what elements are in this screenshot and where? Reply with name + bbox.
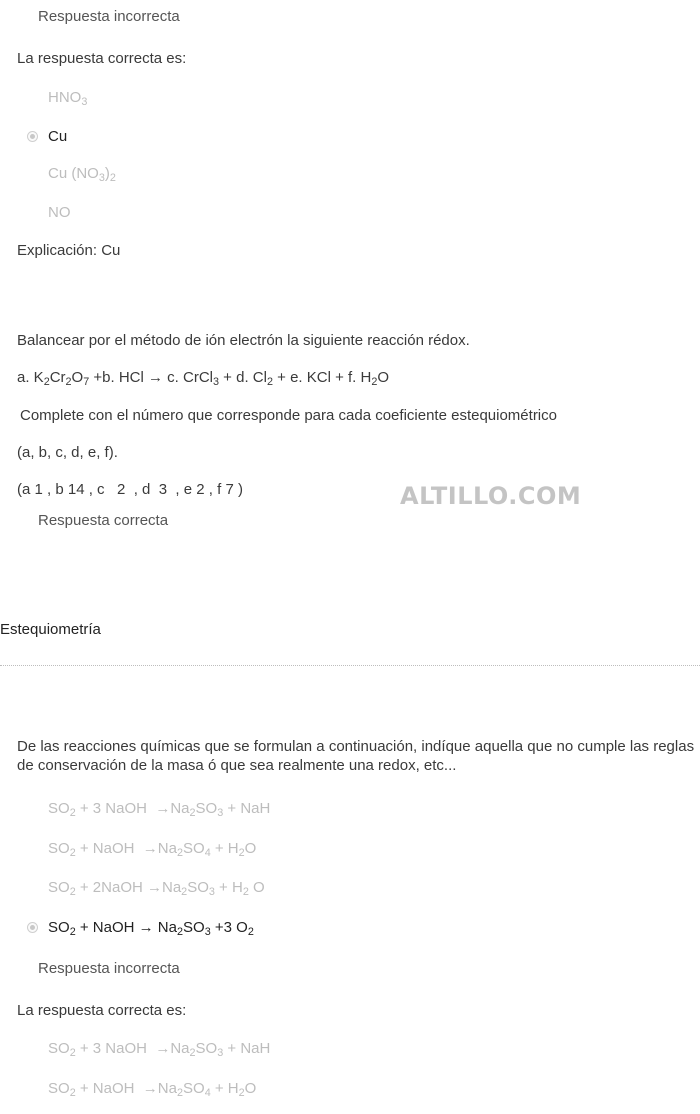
question-prompt: Balancear por el método de ión electrón la siguiente reacción rédox. <box>17 332 470 349</box>
feedback-incorrect-2: Respuesta incorrecta <box>38 960 180 977</box>
option-reaction-1[interactable]: $SO_2 + 3$ NaOH $\to Na_2SO_3$ + NaH <box>48 800 271 820</box>
question-prompt-mass: De las reacciones químicas que se formulan a continuación, indíque aquella que no cumple las reglas de conservación de la masa ó que sea realmente una redox, etc... <box>17 738 695 774</box>
option-reaction-2[interactable]: $SO_2$ + NaOH $\to Na_2SO_4 + H_2O$ <box>48 840 257 860</box>
option-reaction-4[interactable]: $SO_2$ + NaOH → $Na_2SO_3 +3$ $O_2$ <box>48 919 254 939</box>
radio-selected-icon[interactable] <box>27 131 38 142</box>
coefficient-letters: (a, b, c, d, e, f). <box>17 444 118 461</box>
correct-reaction-2: $SO_2$ + NaOH $\to Na_2SO_4 + H_2O$ <box>48 1080 257 1100</box>
radio-selected-icon[interactable] <box>27 922 38 933</box>
option-reaction-3[interactable]: $SO_2$ + 2NaOH $\to Na_2SO_3 + H_2$ O <box>48 879 265 899</box>
watermark-logo: ALTILLO.COM <box>400 482 582 510</box>
feedback-correct: Respuesta correcta <box>38 512 169 529</box>
option-no[interactable]: NO <box>48 204 71 221</box>
redox-equation: a. $K_2Cr_2O_7 +b$. HCl → c. CrCl$_3$ + d. $Cl_2 + e$. KCl + f. $H_2O$ <box>17 369 390 389</box>
explanation: Explicación: Cu <box>17 242 121 259</box>
complete-instruction: Complete con el número que corresponde para cada coeficiente estequiométrico <box>20 407 557 424</box>
option-hno3[interactable]: $HNO_3$ <box>48 89 88 109</box>
option-cu[interactable]: Cu <box>48 128 68 145</box>
feedback-incorrect: Respuesta incorrecta <box>38 8 180 25</box>
section-title: Estequiometría <box>0 621 101 638</box>
correct-answer-label-2: La respuesta correcta es: <box>17 1002 187 1019</box>
section-divider <box>0 665 700 666</box>
option-cu-no3-2[interactable]: Cu $(NO_3)_2$ <box>48 165 116 185</box>
correct-reaction-1: $SO_2 + 3$ NaOH $\to Na_2SO_3$ + NaH <box>48 1040 271 1060</box>
correct-answer-label: La respuesta correcta es: <box>17 50 187 67</box>
answer-coefficients: (a 1 , b 14 , c 2 , d 3 , e 2 , f 7 ) <box>17 481 243 498</box>
